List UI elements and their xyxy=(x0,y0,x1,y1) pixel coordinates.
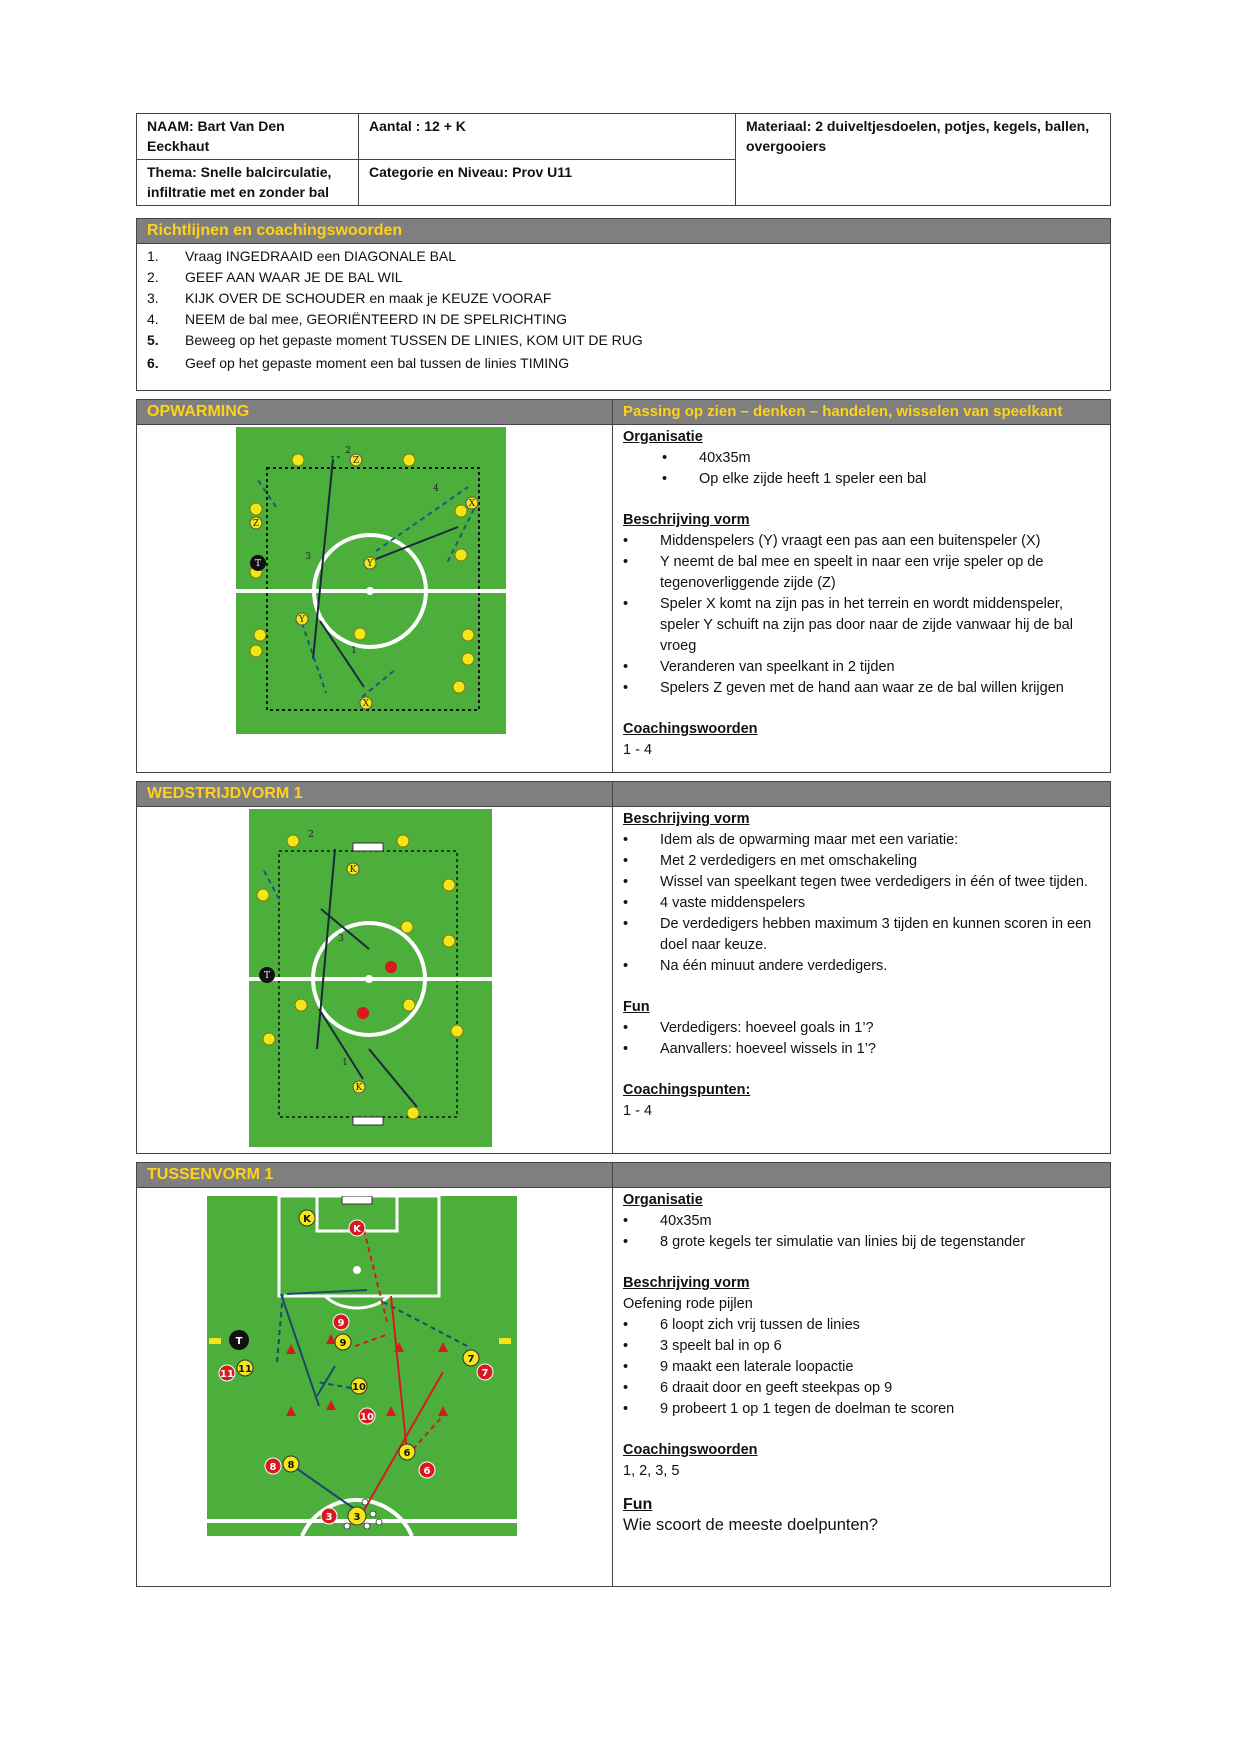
pass-number: 1 xyxy=(342,1058,348,1068)
player-marker xyxy=(254,629,266,641)
besch-intro: Oefening rode pijlen xyxy=(623,1296,753,1312)
guideline-item xyxy=(147,288,1100,309)
player-label: K xyxy=(349,865,357,875)
player-label: K xyxy=(353,1224,361,1235)
player-label: 9 xyxy=(337,1318,345,1329)
coach-heading: Coachingswoorden xyxy=(623,1442,758,1458)
fun-heading: Fun xyxy=(623,1496,653,1513)
besch-item: • 3 speelt bal in op 6 xyxy=(623,1336,1100,1357)
player-marker xyxy=(397,835,409,847)
bib xyxy=(209,1338,221,1344)
opwarming-text xyxy=(613,425,1110,772)
guideline-text: GEEF AAN WAAR JE DE BAL WIL xyxy=(185,269,403,285)
besch-text: Middenspelers (Y) vraagt een pas aan een buitenspeler (X) xyxy=(660,533,1041,549)
categorie-cell: Categorie en Niveau: Prov U11 xyxy=(359,160,736,206)
besch-item: • Speler X komt na zijn pas in het terrein en wordt middenspeler, speler Y schuift na zijn pas door naar de zijde vanwaar hij de bal vroeg xyxy=(623,594,1100,657)
guideline-item xyxy=(147,246,1100,267)
tussen-diagram-cell xyxy=(137,1188,613,1586)
org-item: • 8 grote kegels ter simulatie van linies bij de tegenstander xyxy=(623,1232,1100,1253)
besch-item: • Na één minuut andere verdedigers. xyxy=(623,956,1100,977)
guideline-text: Beweeg op het gepaste moment TUSSEN DE LINIES, KOM UIT DE RUG xyxy=(185,332,643,348)
tussen-row xyxy=(137,1187,1110,1586)
besch-item: • 6 draait door en geeft steekpas op 9 xyxy=(623,1378,1100,1399)
org-heading: Organisatie xyxy=(623,1192,703,1208)
opwarming-title: OPWARMING xyxy=(137,400,613,424)
coach-heading: Coachingspunten: xyxy=(623,1082,751,1098)
player-marker xyxy=(453,681,465,693)
besch-item: • 6 loopt zich vrij tussen de linies xyxy=(623,1315,1100,1336)
wedstrijd-subtitle-empty xyxy=(613,782,1110,806)
thema-cell: Thema: Snelle balcirculatie, infiltratie met en zonder bal xyxy=(137,160,359,206)
player-marker xyxy=(455,505,467,517)
player-label: K xyxy=(303,1214,311,1225)
header-table xyxy=(136,113,1111,206)
pass-number: 1 xyxy=(351,646,357,656)
org-text: 40x35m xyxy=(699,450,751,466)
fun-heading: Fun xyxy=(623,999,650,1015)
coach-label: T xyxy=(254,559,262,569)
player-marker xyxy=(443,935,455,947)
wedstrijd-text xyxy=(613,807,1110,1153)
player-marker xyxy=(455,549,467,561)
fun-text: Wie scoort de meeste doelpunten? xyxy=(623,1516,878,1534)
player-label: 11 xyxy=(220,1369,234,1380)
coach-text: 1, 2, 3, 5 xyxy=(623,1463,680,1479)
pass-number: 4 xyxy=(433,484,439,494)
guideline-num: 2. xyxy=(147,269,159,285)
guideline-text: Vraag INGEDRAAID een DIAGONALE BAL xyxy=(185,248,457,264)
besch-text: Wissel van speelkant tegen twee verdedigers in één of twee tijden. xyxy=(660,874,1088,890)
player-label: Y xyxy=(299,615,305,625)
besch-text: Y neemt de bal mee en speelt in naar een vrije speler op de tegenoverliggende zijde (Z) xyxy=(660,554,1044,591)
player-marker xyxy=(403,999,415,1011)
besch-text: Idem als de opwarming maar met een variatie: xyxy=(660,832,959,848)
tussen-text xyxy=(613,1188,1110,1586)
penalty-spot xyxy=(353,1266,361,1274)
besch-item: • De verdedigers hebben maximum 3 tijden en kunnen scoren in een doel naar keuze. xyxy=(623,914,1100,956)
besch-item: • Middenspelers (Y) vraagt een pas aan een buitenspeler (X) xyxy=(623,531,1100,552)
guideline-item xyxy=(147,309,1100,330)
guidelines-list xyxy=(137,243,1110,390)
opwarming-bar xyxy=(137,400,1110,424)
opwarming-diagram-cell xyxy=(137,425,613,772)
tussen-section xyxy=(136,1162,1111,1587)
org-item: • 40x35m xyxy=(623,448,1100,469)
naam-cell: NAAM: Bart Van Den Eeckhaut xyxy=(137,114,359,160)
player-label: Z xyxy=(352,456,360,466)
besch-item: • Wissel van speelkant tegen twee verdedigers in één of twee tijden. xyxy=(623,872,1100,893)
player-label: 11 xyxy=(238,1364,252,1375)
guideline-item xyxy=(147,353,1100,374)
besch-item: • Met 2 verdedigers en met omschakeling xyxy=(623,851,1100,872)
besch-item: • Idem als de opwarming maar met een variatie: xyxy=(623,830,1100,851)
besch-heading: Beschrijving vorm xyxy=(623,1275,750,1291)
besch-item: • Spelers Z geven met de hand aan waar ze de bal willen krijgen xyxy=(623,678,1100,699)
player-marker xyxy=(250,645,262,657)
guideline-item xyxy=(147,267,1100,288)
player-marker xyxy=(354,628,366,640)
org-item: • Op elke zijde heeft 1 speler een bal xyxy=(623,469,1100,490)
coach-heading: Coachingswoorden xyxy=(623,721,758,737)
besch-heading: Beschrijving vorm xyxy=(623,512,750,528)
goal xyxy=(342,1196,372,1204)
bib xyxy=(499,1338,511,1344)
besch-text: Met 2 verdedigers en met omschakeling xyxy=(660,853,918,869)
player-label: 8 xyxy=(269,1462,277,1473)
fun-item: • Verdedigers: hoeveel goals in 1’? xyxy=(623,1018,1100,1039)
wedstrijd-title: WEDSTRIJDVORM 1 xyxy=(137,782,613,806)
player-marker xyxy=(263,1033,275,1045)
player-marker xyxy=(257,889,269,901)
goal-bottom xyxy=(353,1117,383,1125)
besch-text: Na één minuut andere verdedigers. xyxy=(660,958,888,974)
org-item: • 40x35m xyxy=(623,1211,1100,1232)
player-marker xyxy=(295,999,307,1011)
player-marker xyxy=(250,503,262,515)
besch-text: 9 maakt een laterale loopactie xyxy=(660,1359,854,1375)
org-text: 40x35m xyxy=(660,1213,712,1229)
player-label: 6 xyxy=(403,1448,411,1459)
center-spot xyxy=(365,975,373,983)
fun-text: Aanvallers: hoeveel wissels in 1’? xyxy=(660,1041,876,1057)
wedstrijd-bar xyxy=(137,782,1110,806)
player-label: 3 xyxy=(353,1512,361,1523)
player-label: 3 xyxy=(325,1512,333,1523)
fun-text: Verdedigers: hoeveel goals in 1’? xyxy=(660,1020,874,1036)
besch-text: 6 draait door en geeft steekpas op 9 xyxy=(660,1380,893,1396)
besch-heading: Beschrijving vorm xyxy=(623,811,750,827)
center-spot xyxy=(366,587,374,595)
org-text: 8 grote kegels ter simulatie van linies bij de tegenstander xyxy=(660,1234,1026,1250)
pass-number: 2 xyxy=(308,830,314,840)
coach-label: T xyxy=(235,1336,243,1347)
wedstrijd-row xyxy=(137,806,1110,1153)
guideline-item xyxy=(147,330,1100,351)
guidelines-title: Richtlijnen en coachingswoorden xyxy=(137,219,1110,243)
wedstrijd-diagram-cell xyxy=(137,807,613,1153)
guideline-num: 1. xyxy=(147,248,159,264)
player-marker xyxy=(401,921,413,933)
ball xyxy=(370,1511,376,1517)
org-text: Op elke zijde heeft 1 speler een bal xyxy=(699,471,927,487)
besch-item: • 9 maakt een laterale loopactie xyxy=(623,1357,1100,1378)
tussen-subtitle-empty xyxy=(613,1163,1110,1187)
besch-text: Speler X komt na zijn pas in het terrein en wordt middenspeler, speler Y schuift na zijn pas door naar de zijde vanwaar hij de bal vroeg xyxy=(660,596,1073,654)
besch-text: 3 speelt bal in op 6 xyxy=(660,1338,782,1354)
player-label: X xyxy=(362,699,370,709)
player-marker xyxy=(462,629,474,641)
opwarming-row xyxy=(137,424,1110,772)
coach-text: 1 - 4 xyxy=(623,742,653,758)
session-sheet xyxy=(136,113,1111,1587)
tussen-title: TUSSENVORM 1 xyxy=(137,1163,613,1187)
player-label: 8 xyxy=(287,1460,295,1471)
opwarming-pitch-diagram xyxy=(236,427,506,734)
pass-number: 2 xyxy=(345,446,351,456)
tussen-pitch-diagram xyxy=(207,1196,517,1536)
ball xyxy=(362,1499,368,1505)
player-marker xyxy=(292,454,304,466)
player-marker xyxy=(451,1025,463,1037)
player-marker xyxy=(287,835,299,847)
player-label: 7 xyxy=(467,1354,475,1365)
player-marker xyxy=(403,454,415,466)
besch-item: • 9 probeert 1 op 1 tegen de doelman te scoren xyxy=(623,1399,1100,1420)
guideline-text: NEEM de bal mee, GEORIËNTEERD IN DE SPELRICHTING xyxy=(185,311,567,327)
org-heading: Organisatie xyxy=(623,429,703,445)
defender-marker xyxy=(357,1007,369,1019)
ball xyxy=(376,1519,382,1525)
ball xyxy=(344,1523,350,1529)
pitch-grass xyxy=(236,427,506,734)
coach-text: 1 - 4 xyxy=(623,1103,653,1119)
player-label: 6 xyxy=(423,1466,431,1477)
guideline-num: 3. xyxy=(147,290,159,306)
guideline-num: 5. xyxy=(147,332,159,348)
besch-item: • Veranderen van speelkant in 2 tijden xyxy=(623,657,1100,678)
guidelines-section xyxy=(136,218,1111,391)
guideline-text: KIJK OVER DE SCHOUDER en maak je KEUZE VOORAF xyxy=(185,290,552,306)
player-label: 9 xyxy=(339,1338,347,1349)
wedstrijd-pitch-diagram xyxy=(249,809,492,1147)
besch-text: De verdedigers hebben maximum 3 tijden en kunnen scoren in een doel naar keuze. xyxy=(660,916,1092,953)
player-label: 10 xyxy=(360,1412,374,1423)
besch-item: • 4 vaste middenspelers xyxy=(623,893,1100,914)
tussen-bar xyxy=(137,1163,1110,1187)
wedstrijd-section xyxy=(136,781,1111,1154)
player-marker xyxy=(462,653,474,665)
player-label: Y xyxy=(367,559,373,569)
fun-item: • Aanvallers: hoeveel wissels in 1’? xyxy=(623,1039,1100,1060)
pass-number: 3 xyxy=(338,934,344,944)
besch-text: 6 loopt zich vrij tussen de linies xyxy=(660,1317,860,1333)
opwarming-subtitle: Passing op zien – denken – handelen, wisselen van speelkant xyxy=(623,403,1063,420)
player-marker xyxy=(407,1107,419,1119)
player-label: X xyxy=(468,499,476,509)
besch-text: 9 probeert 1 op 1 tegen de doelman te scoren xyxy=(660,1401,955,1417)
player-label: 10 xyxy=(352,1382,366,1393)
player-label: 7 xyxy=(481,1368,489,1379)
besch-text: Veranderen van speelkant in 2 tijden xyxy=(660,659,895,675)
coach-label: T xyxy=(263,971,271,981)
besch-text: 4 vaste middenspelers xyxy=(660,895,806,911)
aantal-cell: Aantal : 12 + K xyxy=(359,114,736,160)
player-marker xyxy=(443,879,455,891)
defender-marker xyxy=(385,961,397,973)
besch-text: Spelers Z geven met de hand aan waar ze de bal willen krijgen xyxy=(660,680,1064,696)
opwarming-section xyxy=(136,399,1111,773)
pass-number: 3 xyxy=(305,552,311,562)
player-label: K xyxy=(355,1083,363,1093)
guideline-text: Geef op het gepaste moment een bal tussen de linies TIMING xyxy=(185,355,570,371)
materiaal-cell: Materiaal: 2 duiveltjesdoelen, potjes, kegels, ballen, overgooiers xyxy=(736,114,1111,206)
besch-item: • Y neemt de bal mee en speelt in naar een vrije speler op de tegenoverliggende zijde (Z) xyxy=(623,552,1100,594)
goal-top xyxy=(353,843,383,851)
guideline-num: 4. xyxy=(147,311,159,327)
player-label: Z xyxy=(252,519,260,529)
guideline-num: 6. xyxy=(147,355,159,371)
ball xyxy=(364,1523,370,1529)
